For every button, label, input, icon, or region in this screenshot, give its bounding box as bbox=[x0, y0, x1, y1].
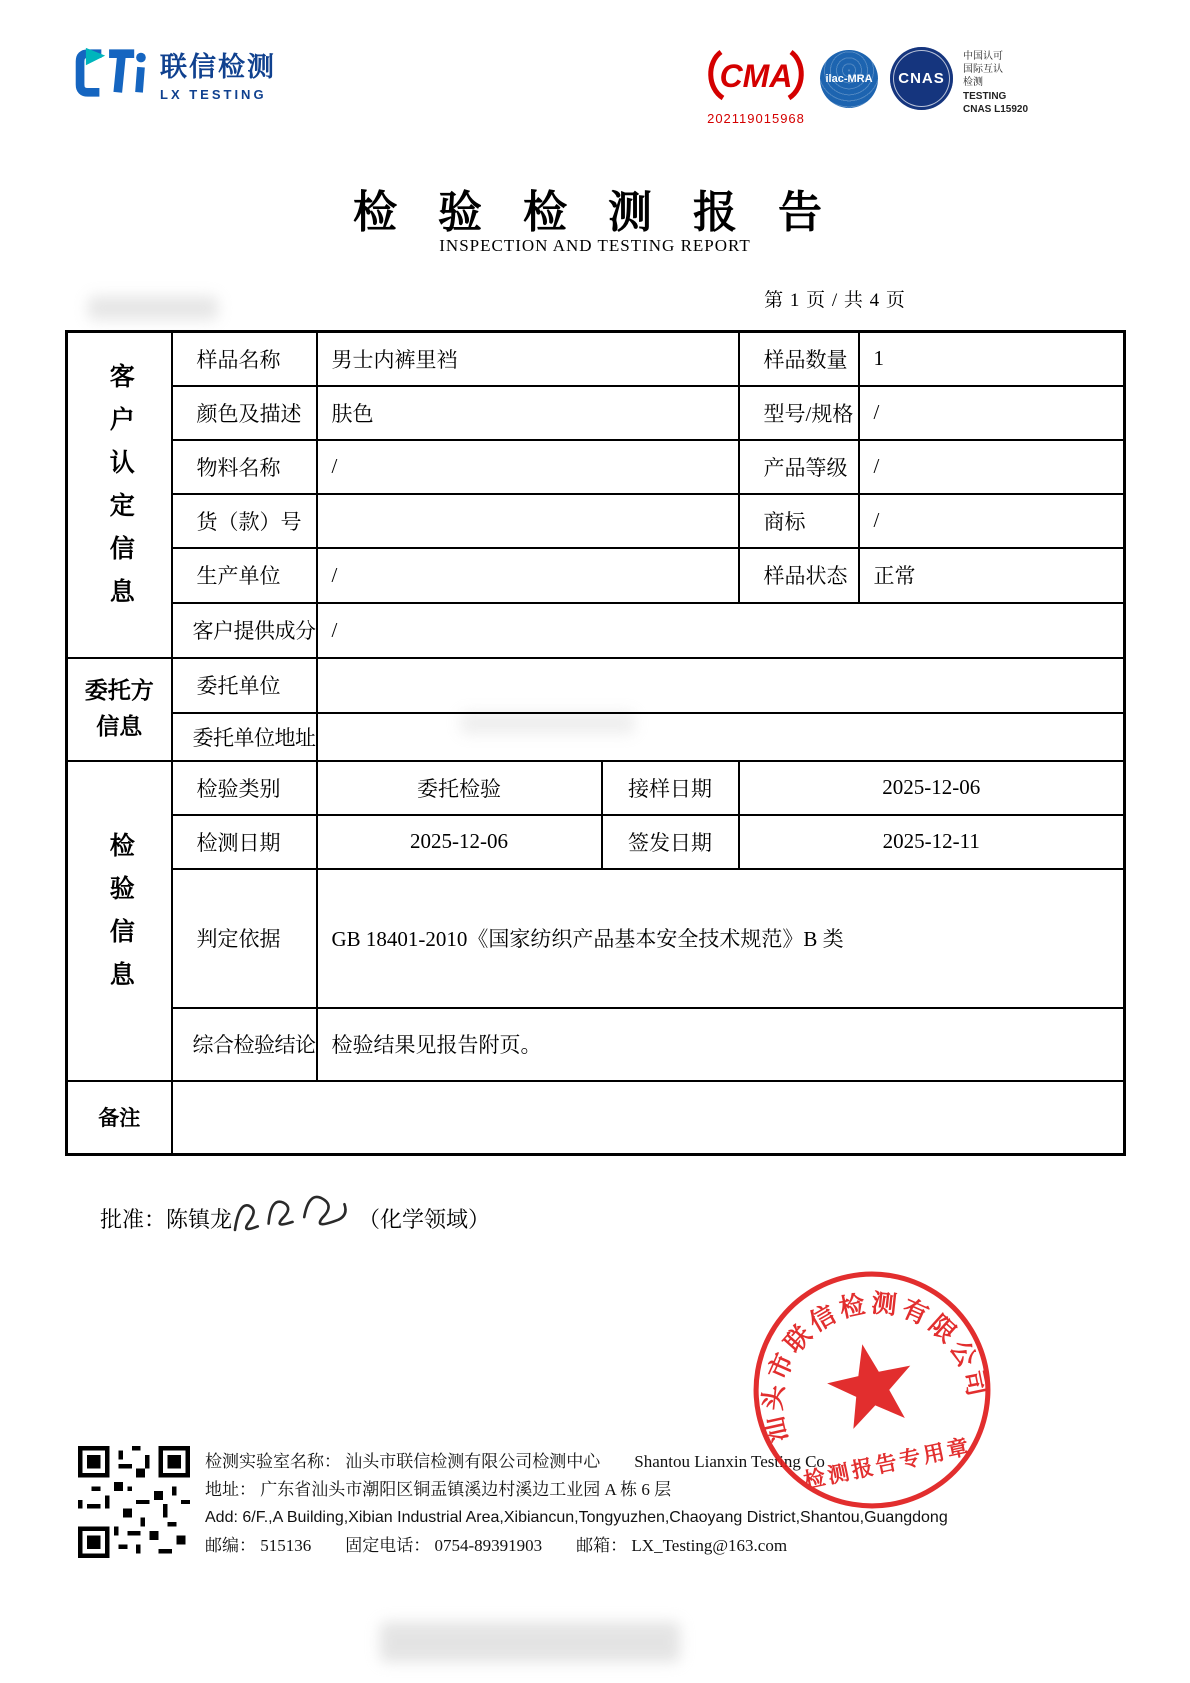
label-judgment-basis: 判定依据 bbox=[172, 869, 317, 1008]
value-sample-qty: 1 bbox=[859, 332, 1125, 386]
label-producer: 生产单位 bbox=[172, 548, 317, 603]
cnas-text-line: 中国认可 bbox=[963, 51, 1003, 62]
value-client-composition: / bbox=[317, 603, 1125, 658]
handwritten-signature bbox=[226, 1186, 356, 1242]
value-material-name: / bbox=[317, 440, 739, 494]
value-sample-status: 正常 bbox=[859, 548, 1125, 603]
label-material-name: 物料名称 bbox=[172, 440, 317, 494]
section-client-info bbox=[67, 332, 172, 658]
cnas-label: CNAS bbox=[898, 70, 945, 87]
footer-address-en: Add: 6/F.,A Building,Xibian Industrial Area,Xibiancun,Tongyuzhen,Chaoyang District,Shantou,Guangdong bbox=[205, 1509, 948, 1526]
section-consignor-info-label: 委托方信息 bbox=[84, 678, 154, 739]
value-sample-name: 男士内裤里裆 bbox=[317, 332, 739, 386]
cma-mark bbox=[705, 46, 807, 126]
value-test-date: 2025-12-06 bbox=[317, 815, 602, 869]
cma-logo-icon bbox=[705, 46, 807, 104]
section-remarks-label: 备注 bbox=[67, 1081, 172, 1155]
label-model-spec: 型号/规格 bbox=[739, 386, 859, 440]
report-title-en: INSPECTION AND TESTING REPORT bbox=[439, 236, 751, 255]
value-consignor-unit bbox=[317, 658, 1125, 713]
label-item-no: 货（款）号 bbox=[172, 494, 317, 548]
cnas-text-line: 国际互认 bbox=[963, 64, 1003, 76]
label-color-desc: 颜色及描述 bbox=[172, 386, 317, 440]
label-consignor-unit: 委托单位 bbox=[172, 658, 317, 713]
label-trademark: 商标 bbox=[739, 494, 859, 548]
label-issue-date: 签发日期 bbox=[602, 815, 739, 869]
value-consignor-address bbox=[317, 713, 1125, 761]
label-consignor-address: 委托单位地址 bbox=[172, 713, 317, 761]
stamp-type-text: 检测报告专用章 bbox=[801, 1434, 974, 1494]
value-producer: / bbox=[317, 548, 739, 603]
lx-logo bbox=[72, 44, 276, 102]
value-model-spec: / bbox=[859, 386, 1125, 440]
cma-certificate-number: 202119015968 bbox=[707, 111, 805, 126]
section-client-info-label: 客户认定信息 bbox=[106, 362, 134, 621]
value-product-grade: / bbox=[859, 440, 1125, 494]
label-sample-qty: 样品数量 bbox=[739, 332, 859, 386]
value-issue-date: 2025-12-11 bbox=[739, 815, 1125, 869]
section-inspection-info-label: 检验信息 bbox=[106, 831, 134, 1004]
report-table bbox=[65, 330, 1126, 1156]
ilac-mra-logo-icon bbox=[820, 50, 878, 108]
section-consignor-info bbox=[67, 658, 172, 761]
label-sample-status: 样品状态 bbox=[739, 548, 859, 603]
approval-line bbox=[100, 1190, 490, 1246]
section-inspection-info bbox=[67, 761, 172, 1081]
value-color-desc: 肤色 bbox=[317, 386, 739, 440]
ilac-mra-label: ilac-MRA bbox=[825, 73, 873, 85]
label-client-composition: 客户提供成分 bbox=[172, 603, 317, 658]
value-item-no bbox=[317, 494, 739, 548]
approval-label: 批准： bbox=[100, 1206, 167, 1232]
lx-logo-text bbox=[160, 45, 276, 102]
label-conclusion: 综合检验结论 bbox=[172, 1008, 317, 1081]
cnas-accreditation-text bbox=[963, 50, 1058, 116]
approver-scope: （化学领域） bbox=[358, 1206, 491, 1232]
cnas-text-line: CNAS L15920 bbox=[963, 103, 1029, 115]
star-icon bbox=[821, 1335, 921, 1432]
value-judgment-basis: GB 18401-2010《国家纺织产品基本安全技术规范》B 类 bbox=[317, 869, 1125, 1008]
report-title-cn: 检 验 检 测 报 告 bbox=[353, 188, 837, 237]
cnas-text-line: TESTING bbox=[963, 90, 1007, 102]
qr-code bbox=[78, 1446, 190, 1558]
footer-contact-line: 邮编： 515136 固定电话： 0754-89391903 邮箱： LX_Testing@163.com bbox=[205, 1536, 788, 1555]
value-conclusion: 检验结果见报告附页。 bbox=[317, 1008, 1125, 1081]
page-indicator: 第 1 页 / 共 4 页 bbox=[764, 290, 906, 311]
footer-address-cn: 地址： 广东省汕头市潮阳区铜盂镇溪边村溪边工业园 A 栋 6 层 bbox=[205, 1480, 672, 1499]
value-trademark: / bbox=[859, 494, 1125, 548]
cnas-text-line: 检测 bbox=[963, 77, 983, 89]
svg-text:CMA: CMA bbox=[719, 58, 793, 94]
value-receive-date: 2025-12-06 bbox=[739, 761, 1125, 815]
redaction-smudge bbox=[88, 296, 218, 320]
value-inspection-type: 委托检验 bbox=[317, 761, 602, 815]
value-remarks bbox=[172, 1081, 1125, 1155]
label-test-date: 检测日期 bbox=[172, 815, 317, 869]
lx-logo-mark-icon bbox=[72, 44, 150, 102]
cnas-logo-icon bbox=[890, 47, 953, 110]
brand-name-cn: 联信检测 bbox=[160, 51, 276, 82]
label-receive-date: 接样日期 bbox=[602, 761, 739, 815]
brand-name-en: LX TESTING bbox=[160, 86, 267, 102]
label-product-grade: 产品等级 bbox=[739, 440, 859, 494]
footer-lab-name: 检测实验室名称： 汕头市联信检测有限公司检测中心 Shantou Lianxin Testing Co bbox=[205, 1452, 825, 1471]
stamp-company-name: 汕头市联信检测有限公司 bbox=[758, 1289, 992, 1446]
approver-name: 陈镇龙 bbox=[166, 1206, 233, 1232]
redaction-smudge bbox=[380, 1622, 680, 1662]
company-stamp bbox=[727, 1245, 1016, 1534]
label-inspection-type: 检验类别 bbox=[172, 761, 317, 815]
label-sample-name: 样品名称 bbox=[172, 332, 317, 386]
